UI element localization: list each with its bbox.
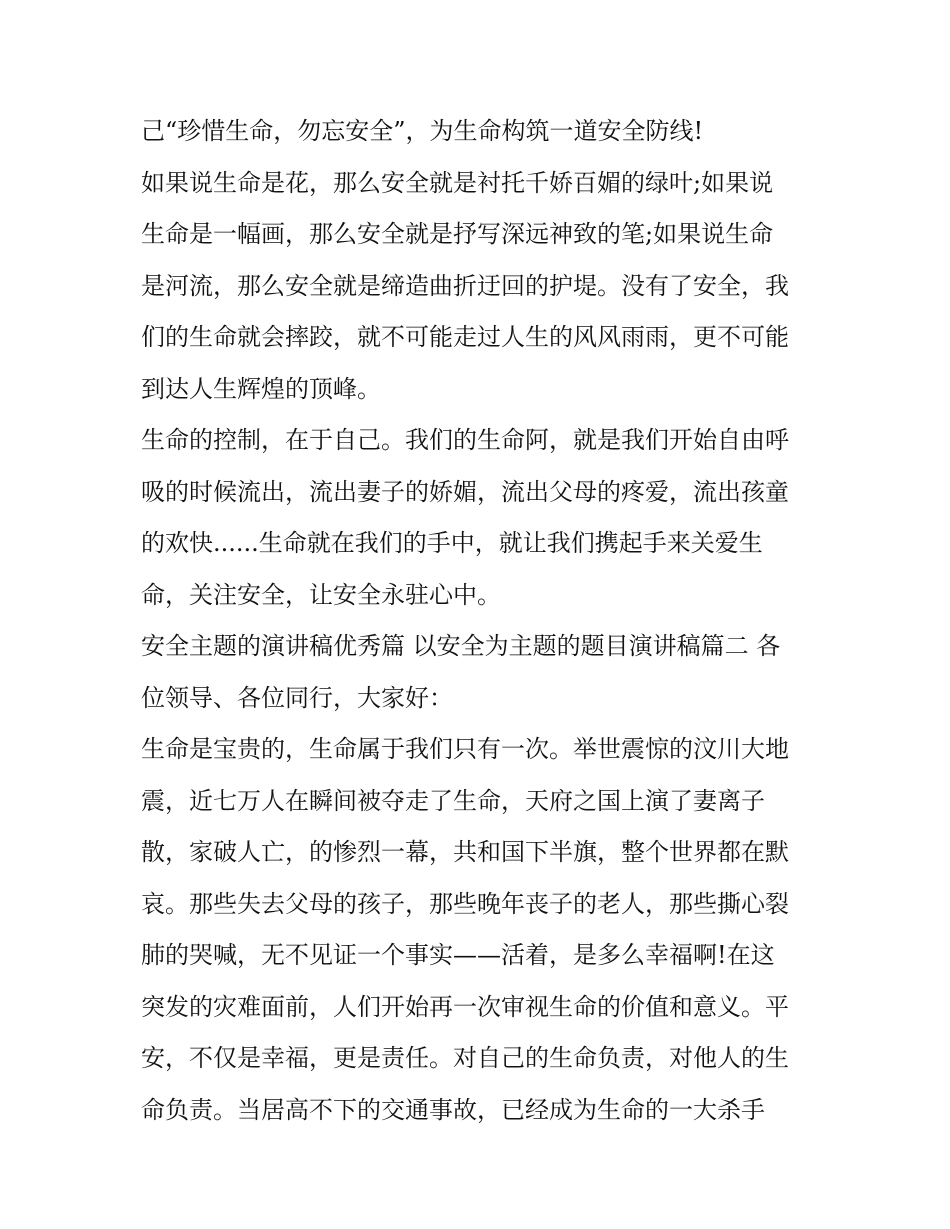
text-line: 到达人生辉煌的顶峰。 <box>141 374 381 403</box>
text-line: 肺的哭喊，无不见证一个事实——活着，是多么幸福啊!在这 <box>141 941 775 969</box>
text-line: 哀。那些失去父母的孩子，那些晚年丧子的老人，那些撕心裂 <box>141 889 789 918</box>
text-line: 吸的时候流出，流出妻子的娇媚，流出父母的疼爱，流出孩童 <box>141 477 789 506</box>
text-line: 安全主题的演讲稿优秀篇 以安全为主题的题目演讲稿篇二 各 <box>141 632 781 660</box>
text-line: 如果说生命是花，那么安全就是衬托千娇百媚的绿叶;如果说 <box>141 168 774 197</box>
text-line: 生命的控制，在于自己。我们的生命阿，就是我们开始自由呼 <box>141 426 789 454</box>
text-line: 己“珍惜生命，勿忘安全”，为生命构筑一道安全防线! <box>141 117 704 145</box>
text-line: 突发的灾难面前，人们开始再一次审视生命的价值和意义。平 <box>141 992 789 1021</box>
text-line: 的欢快......生命就在我们的手中，就让我们携起手来关爱生 <box>141 529 763 557</box>
text-line: 位领导、各位同行，大家好： <box>141 683 453 712</box>
text-line: 生命是一幅画，那么安全就是抒写深远神致的笔;如果说生命 <box>141 220 774 248</box>
text-line: 安，不仅是幸福，更是责任。对自己的生命负责，对他人的生 <box>141 1044 789 1072</box>
text-line: 命，关注安全，让安全永驻心中。 <box>141 580 501 609</box>
text-line: 散，家破人亡，的惨烈一幕，共和国下半旗，整个世界都在默 <box>141 838 789 866</box>
text-line: 震，近七万人在瞬间被夺走了生命，天府之国上演了妻离子 <box>141 786 765 815</box>
document-body <box>141 106 821 1136</box>
text-line: 们的生命就会摔跤，就不可能走过人生的风风雨雨，更不可能 <box>141 323 789 351</box>
text-line: 生命是宝贵的，生命属于我们只有一次。举世震惊的汶川大地 <box>141 735 789 763</box>
text-line: 是河流，那么安全就是缔造曲折迂回的护堤。没有了安全，我 <box>141 271 789 300</box>
text-line: 命负责。当居高不下的交通事故，已经成为生命的一大杀手 <box>141 1095 765 1124</box>
